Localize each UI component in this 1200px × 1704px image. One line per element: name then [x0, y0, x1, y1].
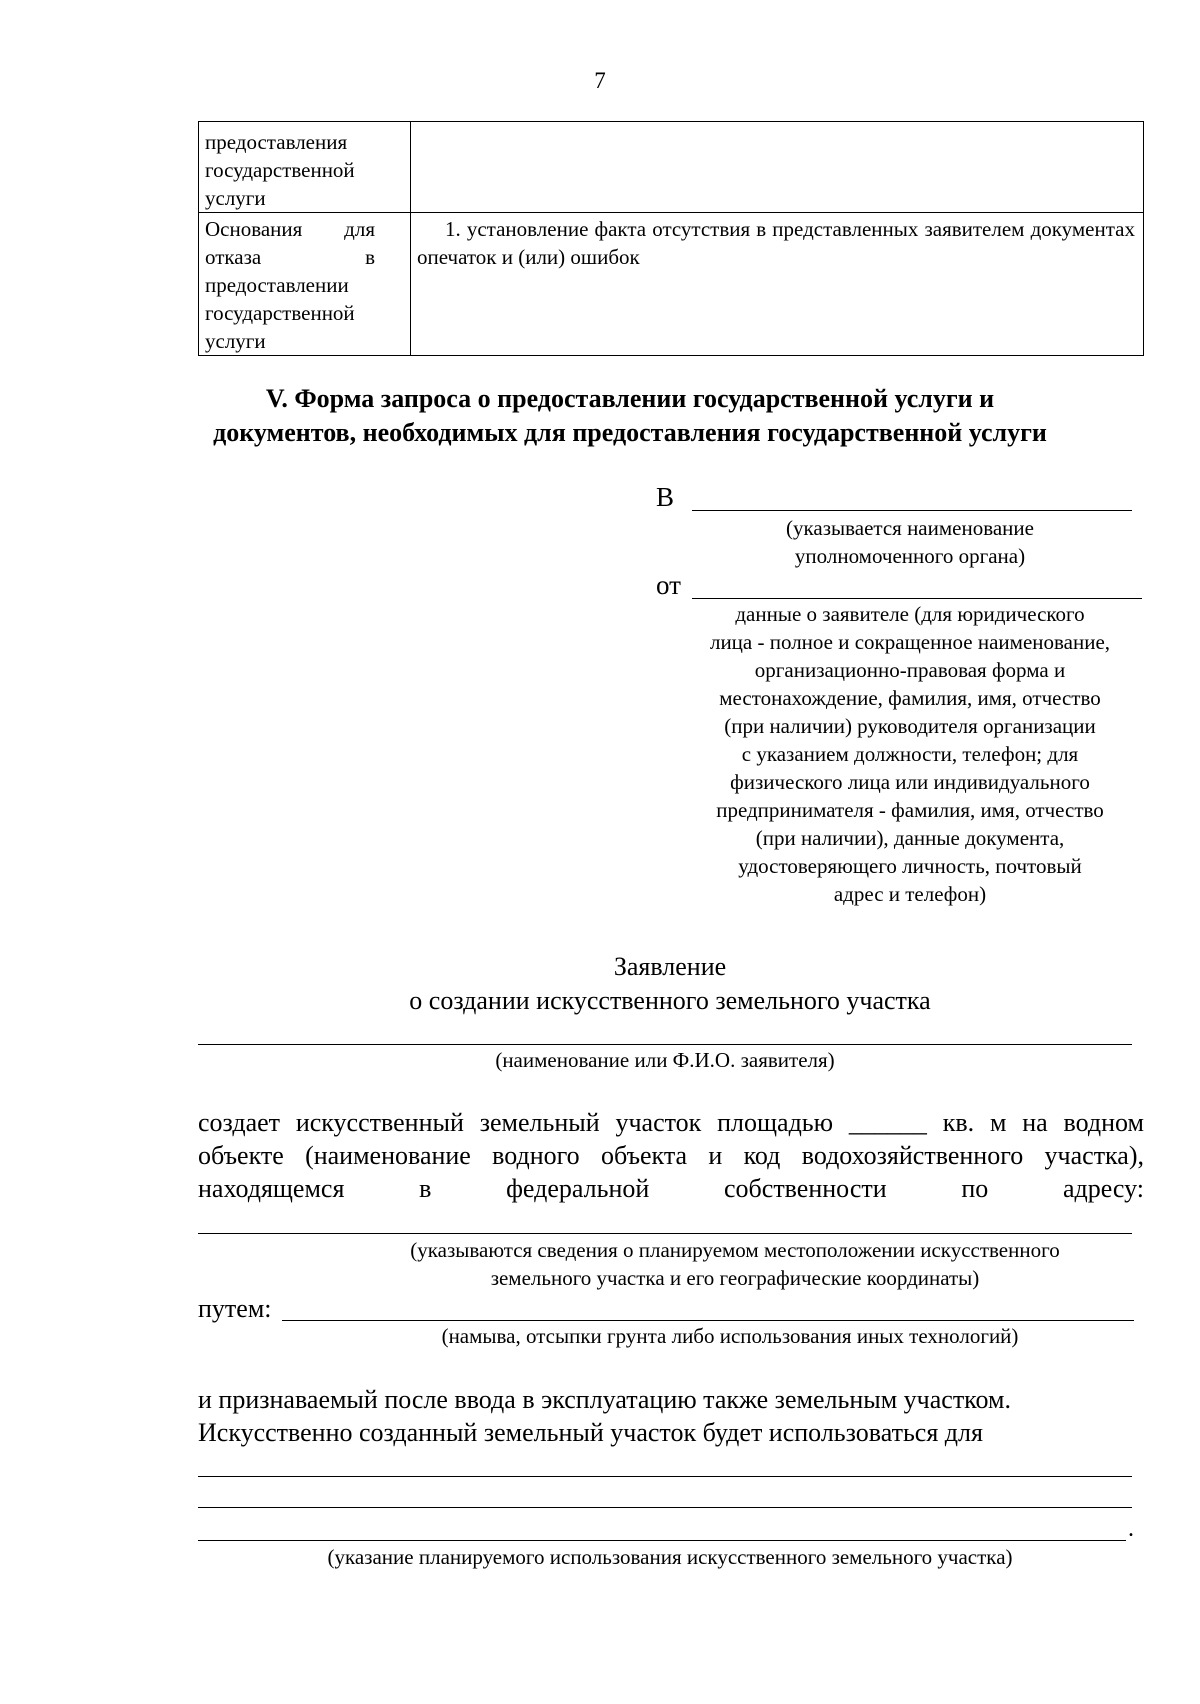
usage-end-mark: .	[1128, 1516, 1134, 1542]
from-caption-line: физического лица или индивидуального	[730, 770, 1090, 794]
from-caption-line: с указанием должности, телефон; для	[741, 742, 1079, 766]
method-blank-line	[282, 1320, 1134, 1321]
section-heading-line1: V. Форма запроса о предоставлении государственной услуги и	[265, 384, 995, 413]
to-prefix: В	[656, 482, 675, 512]
from-caption-line: лица - полное и сокращенное наименование,	[709, 630, 1111, 654]
applicant-caption: (наименование или Ф.И.О. заявителя)	[495, 1048, 835, 1072]
para1-word: в	[419, 1174, 432, 1203]
page-number: 7	[594, 68, 606, 93]
para1-line2: объекте (наименование водного объекта и код водохозяйственного участка),	[198, 1141, 1144, 1170]
location-caption-line2: земельного участка и его географические координаты)	[490, 1266, 980, 1290]
para1-word: федеральной	[506, 1174, 650, 1203]
to-caption-line1: (указывается наименование	[786, 516, 1034, 540]
from-caption-line: местонахождение, фамилия, имя, отчество	[719, 686, 1101, 710]
para1-line3	[198, 1172, 1144, 1205]
method-prefix: путем:	[198, 1294, 272, 1323]
from-blank-line	[692, 598, 1142, 599]
para1-line1: создает искусственный земельный участок площадью ______ кв. м на водном	[198, 1108, 1144, 1137]
usage-blank-line-3	[198, 1540, 1126, 1541]
para1-word: адресу:	[1062, 1174, 1144, 1203]
to-caption	[680, 514, 1140, 570]
from-caption-line: удостоверяющего личность, почтовый	[738, 854, 1082, 878]
from-caption-line: данные о заявителе (для юридического	[735, 602, 1085, 626]
statement-title-block	[300, 950, 1040, 1018]
info-table	[198, 121, 1144, 356]
statement-subtitle: о создании искусственного земельного участка	[409, 986, 931, 1015]
to-caption-line2: уполномоченного органа)	[794, 544, 1026, 568]
table-row	[199, 122, 1144, 213]
location-blank-line	[198, 1233, 1132, 1234]
table-row	[199, 213, 1144, 356]
table-cell-label: предоставления государственной услуги	[199, 122, 411, 213]
from-caption-line: предпринимателя - фамилия, имя, отчество	[716, 798, 1104, 822]
para1-word: находящемся	[198, 1174, 345, 1203]
para2-line1: и признаваемый после ввода в эксплуатацию также земельным участком.	[198, 1385, 1011, 1414]
usage-caption: (указание планируемого использования искусственного земельного участка)	[327, 1545, 1013, 1569]
applicant-blank-line	[198, 1044, 1132, 1045]
location-caption-line1: (указываются сведения о планируемом местоположении искусственного	[410, 1238, 1060, 1262]
from-caption-line: организационно-правовая форма и	[754, 658, 1066, 682]
para2-line2: Искусственно созданный земельный участок будет использоваться для	[198, 1418, 983, 1447]
from-caption-line: (при наличии) руководителя организации	[724, 714, 1096, 738]
refusal-value-text: 1. установление факта отсутствия в представленных заявителем документах опечаток и (или) ошибок	[417, 217, 1135, 269]
from-prefix: от	[656, 570, 681, 600]
method-caption: (намыва, отсыпки грунта либо использования иных технологий)	[441, 1324, 1019, 1348]
section-heading-line2: документов, необходимых для предоставления государственной услуги	[213, 418, 1047, 447]
refusal-label-text: Основания для отказа в предоставлении государственной услуги	[205, 217, 375, 353]
table-cell-value	[411, 213, 1144, 356]
to-blank-line	[692, 510, 1132, 511]
table-cell-label	[199, 213, 411, 356]
section-heading	[150, 382, 1110, 450]
para1-word: по	[961, 1174, 989, 1203]
from-caption-line: (при наличии), данные документа,	[755, 826, 1065, 850]
table-cell-value	[411, 122, 1144, 213]
usage-blank-line-1	[198, 1476, 1132, 1477]
from-caption-line: адрес и телефон)	[833, 882, 987, 906]
location-caption	[340, 1236, 1130, 1292]
statement-title: Заявление	[613, 952, 727, 981]
from-caption	[650, 600, 1170, 908]
para1-word: собственности	[724, 1174, 887, 1203]
usage-blank-line-2	[198, 1507, 1132, 1508]
